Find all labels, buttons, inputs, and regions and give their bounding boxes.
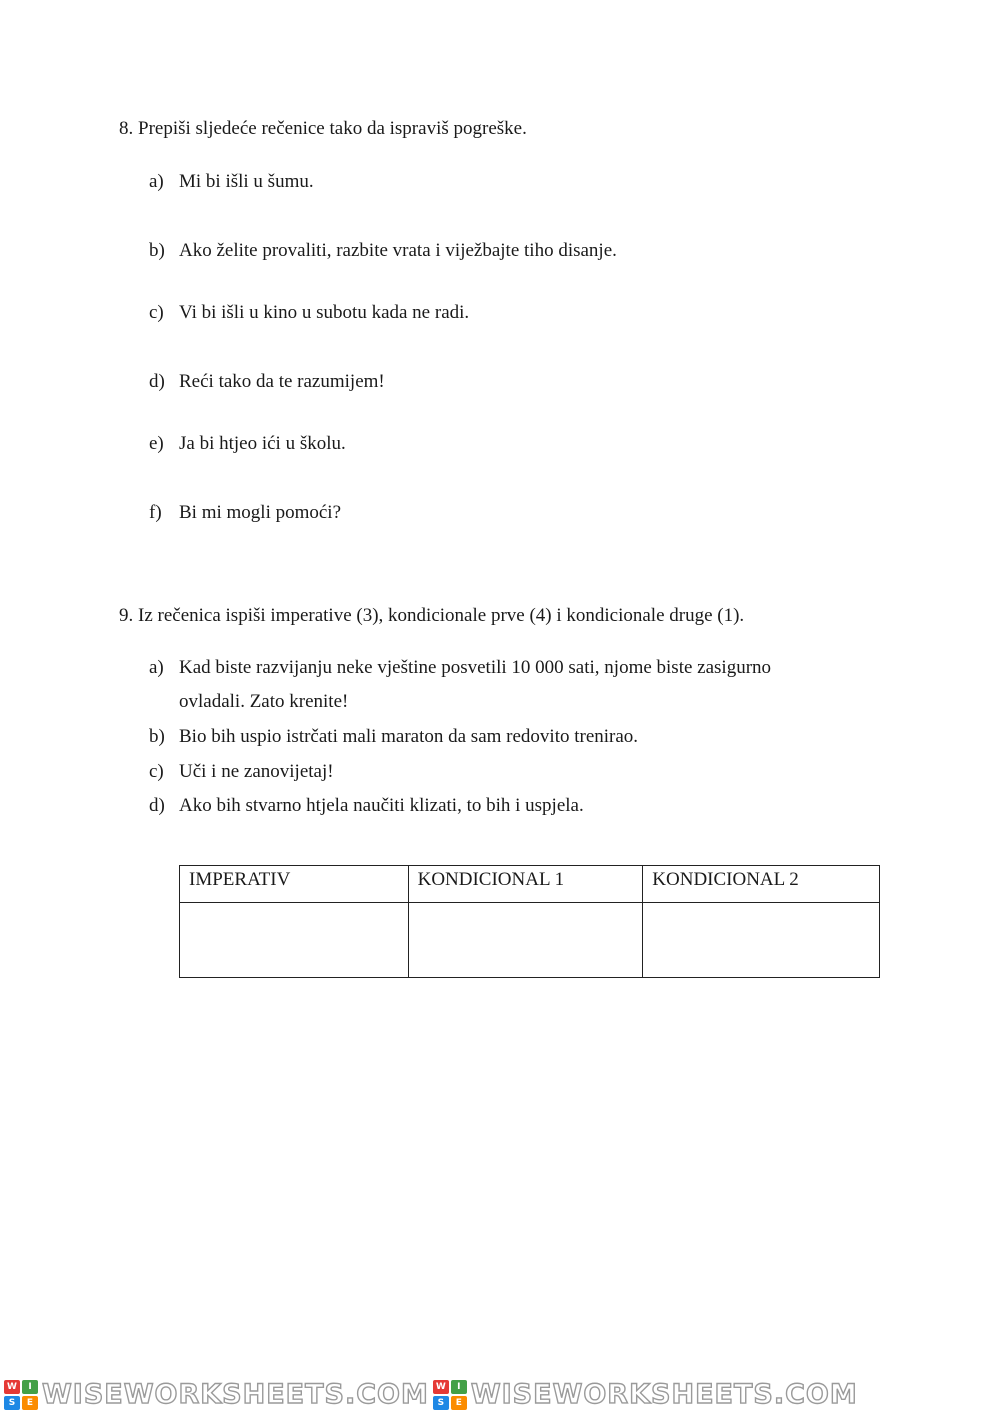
answer-cell-imperativ[interactable] <box>180 903 409 978</box>
wise-logo-icon <box>433 1380 467 1410</box>
task-8-item-letter: f) <box>149 502 162 523</box>
task-9-item-letter: d) <box>149 795 165 816</box>
task-9-item-letter: c) <box>149 761 164 782</box>
task-8-item-text: Ako želite provaliti, razbite vrata i viježbajte tiho disanje. <box>179 240 617 261</box>
logo-tile: E <box>451 1396 467 1410</box>
logo-tile: S <box>4 1396 20 1410</box>
task-9-item-text: Uči i ne zanovijetaj! <box>179 761 334 782</box>
task-9-item-text: Ako bih stvarno htjela naučiti klizati, to bih i uspjela. <box>179 795 584 816</box>
watermark-text: WISEWORKSHEETS.COM <box>470 1379 858 1410</box>
task-8-item-text: Mi bi išli u šumu. <box>179 171 314 192</box>
task-8-item-letter: e) <box>149 433 164 454</box>
watermark-block <box>429 1376 858 1413</box>
footer-watermark <box>0 1376 1000 1413</box>
answer-cell-kondicional-2[interactable] <box>643 903 880 978</box>
task-8-item-letter: d) <box>149 371 165 392</box>
logo-tile: I <box>451 1380 467 1394</box>
table-header-row <box>180 866 880 903</box>
watermark-text: WISEWORKSHEETS.COM <box>42 1379 429 1410</box>
table-header-imperativ: IMPERATIV <box>180 866 409 903</box>
watermark-block <box>0 1376 429 1413</box>
task-8-item-letter: a) <box>149 171 164 192</box>
table-header-kondicional-1: KONDICIONAL 1 <box>408 866 643 903</box>
task-8-item-letter: b) <box>149 240 165 261</box>
answer-table <box>179 865 880 978</box>
task-8-item-text: Reći tako da te razumijem! <box>179 371 385 392</box>
task-9-item-text: Kad biste razvijanju neke vještine posvetili 10 000 sati, njome biste zasigurno <box>179 657 772 678</box>
logo-tile: W <box>4 1380 20 1394</box>
task-8-item-text: Vi bi išli u kino u subotu kada ne radi. <box>179 302 470 323</box>
wise-logo-icon <box>4 1380 38 1410</box>
logo-tile: S <box>433 1396 449 1410</box>
task-8-item-letter: c) <box>149 302 164 323</box>
logo-tile: W <box>433 1380 449 1394</box>
logo-tile: I <box>22 1380 38 1394</box>
task-8-item-text: Bi mi mogli pomoći? <box>179 502 342 523</box>
task-8-item-text: Ja bi htjeo ići u školu. <box>179 433 346 454</box>
answer-cell-kondicional-1[interactable] <box>408 903 643 978</box>
task-8-title: 8. Prepiši sljedeće rečenice tako da ispraviš pogreške. <box>119 118 527 139</box>
task-9-item-text: Bio bih uspio istrčati mali maraton da sam redovito trenirao. <box>179 726 639 747</box>
task-9-title: 9. Iz rečenica ispiši imperative (3), kondicionale prve (4) i kondicionale druge (1). <box>119 605 745 626</box>
task-9-item-letter: b) <box>149 726 165 747</box>
table-header-kondicional-2: KONDICIONAL 2 <box>643 866 880 903</box>
task-9-item-text-line2: ovladali. Zato krenite! <box>179 691 349 712</box>
logo-tile: E <box>22 1396 38 1410</box>
task-9-item-letter: a) <box>149 657 164 678</box>
table-row <box>180 903 880 978</box>
